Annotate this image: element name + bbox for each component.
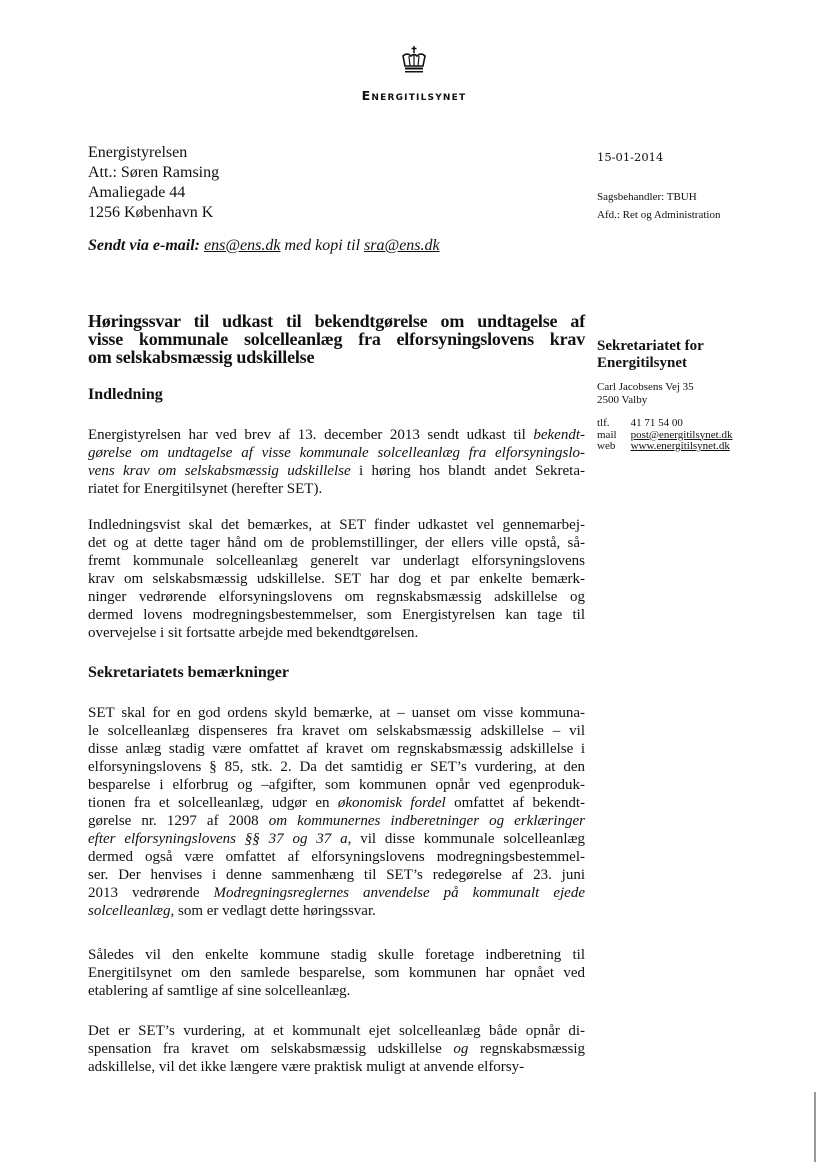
recipient-line: Att.: Søren Ramsing <box>88 164 220 181</box>
italic-text: solcelleanlæg, <box>88 903 175 919</box>
recipient-address <box>88 143 219 223</box>
text-line <box>88 884 585 902</box>
text-line <box>88 776 585 794</box>
sent-label: Sendt via e-mail: <box>88 237 200 254</box>
text: le solcelleanlæg dispenseres fra kravet om selskabsmæssig adskillelse – vil <box>88 723 585 739</box>
recipient-line: 1256 København K <box>88 204 214 221</box>
text: elforsyningslovens § 85, stk. 2. Da det samtidig er SET’s vurdering, at den <box>88 759 585 775</box>
italic-text: efter elforsyningslovens §§ 37 og 37 a <box>88 831 348 847</box>
crown-icon <box>398 44 430 81</box>
title-line: Høringssvar til udkast til bekendtgørelse om undtagelse af <box>88 311 585 331</box>
text-line <box>88 902 585 920</box>
italic-text: om kommunernes indberetninger og erklæringer <box>268 813 585 829</box>
text: disse anlæg stadig være omfattet af kravet om regnskabsmæssig adskillelse i <box>88 741 585 757</box>
mail-link[interactable]: post@energitilsynet.dk <box>630 428 733 441</box>
text: dermed lovens modregningsbestemmelser, som Energistyrelsen kan tage til <box>88 607 585 623</box>
text-line <box>88 758 585 776</box>
title-line: om selskabsmæssig udskillelse <box>88 347 315 367</box>
paragraph <box>88 704 585 920</box>
text-line <box>88 444 585 462</box>
web-link[interactable]: www.energitilsynet.dk <box>630 440 730 452</box>
sent-middle: med kopi til <box>284 237 361 254</box>
text: Det er SET’s vurdering, at et kommunalt ejet solcelleanlæg både opnår di- <box>88 1023 585 1039</box>
text: Energitilsynet om den samlede besparelse, som kommunen har opnået ved <box>88 965 585 981</box>
text: det og at dette tager hånd om de problemstillinger, der ellers ville opstå, så- <box>88 535 585 551</box>
text-line <box>88 570 585 588</box>
italic-text: Modregningsreglernes anvendelse på kommunalt ejede <box>213 885 585 901</box>
sidebar-title-line: Sekretariatet for <box>597 338 704 354</box>
case-handler: Sagsbehandler: TBUH <box>597 191 697 203</box>
text: dermed også være omfattet af elforsyningslovens modregningsbestemmel- <box>88 849 585 865</box>
italic-text: og <box>453 1041 469 1057</box>
text: besparelse i elforbrug og –afgifter, som kommunen opnår ved egenproduk- <box>88 777 585 793</box>
text: i høring hos blandt andet Sekreta- <box>350 463 585 479</box>
paragraph <box>88 946 585 1000</box>
sent-via-line <box>88 237 440 255</box>
cc-email-link[interactable]: sra@ens.dk <box>364 237 440 254</box>
text: spensation fra kravet om selskabsmæssig udskillelse <box>88 1041 454 1057</box>
text: krav om selskabsmæssig udskillelse. SET har dog et par enkelte bemærk- <box>88 571 585 587</box>
text: tionen fra et solcelleanlæg, udgør en <box>88 795 338 811</box>
text-line <box>88 426 585 444</box>
text-line <box>88 704 585 722</box>
text-line <box>88 946 585 964</box>
sidebar-title <box>597 338 704 372</box>
text-line <box>88 1058 585 1076</box>
text-line <box>88 552 585 570</box>
department: Afd.: Ret og Administration <box>597 209 721 221</box>
text: Energistyrelsen har ved brev af 13. december 2013 sendt udkast til <box>88 427 534 443</box>
paragraph <box>88 1022 585 1076</box>
title-line: visse kommunale solcelleanlæg fra elforsyningslovens krav <box>88 329 585 349</box>
text: riatet for Energitilsynet (herefter SET). <box>88 481 323 497</box>
text: Således vil den enkelte kommune stadig skulle foretage indberetning til <box>88 947 585 963</box>
italic-text: økonomisk fordel <box>337 795 446 811</box>
text: omfattet af bekendt- <box>445 795 585 811</box>
sidebar-title-line: Energitilsynet <box>597 355 687 371</box>
address-city: 2500 Valby <box>597 394 648 406</box>
text-line <box>88 534 585 552</box>
text-line <box>88 964 585 982</box>
text: etablering af samtlige af sine solcelleanlæg. <box>88 983 351 999</box>
paragraph <box>88 516 585 642</box>
brand-name: Energitilsynet <box>361 88 467 103</box>
web-label: web <box>597 440 616 452</box>
text: som er vedlagt dette høringssvar. <box>174 903 376 919</box>
italic-text: bekendt- <box>533 427 585 443</box>
text: , vil disse kommunale solcelleanlæg <box>347 831 586 847</box>
text-line <box>88 462 585 480</box>
text-line <box>88 1040 585 1058</box>
text-line <box>88 794 585 812</box>
text: gørelse nr. 1297 af 2008 <box>88 813 269 829</box>
text-line <box>88 516 585 534</box>
text: regnskabsmæssig <box>468 1041 586 1057</box>
sidebar-address <box>597 381 694 407</box>
text-line <box>88 588 585 606</box>
text-line <box>88 480 585 498</box>
heading-intro: Indledning <box>88 386 163 403</box>
text-line <box>88 1022 585 1040</box>
text: adskillelse, vil det ikke længere være praktisk muligt at anvende elforsy- <box>88 1059 525 1075</box>
address-street: Carl Jacobsens Vej 35 <box>597 381 694 393</box>
text-line <box>88 848 585 866</box>
italic-text: gørelse om undtagelse af visse kommunale solcelleanlæg fra elforsyningslo- <box>88 445 585 461</box>
text: overvejelse i sit fortsatte arbejde med bekendtgørelsen. <box>88 625 419 641</box>
recipient-line: Energistyrelsen <box>88 144 188 161</box>
text: 2013 vedrørende <box>88 885 214 901</box>
sidebar-contact <box>597 418 746 453</box>
recipient-line: Amaliegade 44 <box>88 184 186 201</box>
case-meta <box>597 188 720 224</box>
heading-remarks: Sekretariatets bemærkninger <box>88 664 289 681</box>
text-line <box>88 982 585 1000</box>
text-line <box>88 606 585 624</box>
text: Indledningsvist skal det bemærkes, at SET finder udkastet vel gennemarbej- <box>88 517 585 533</box>
scan-artifact-line <box>814 1092 816 1162</box>
text-line <box>88 624 585 642</box>
text-line <box>88 740 585 758</box>
phone-value: 41 71 54 00 <box>630 417 683 429</box>
text-line <box>88 830 585 848</box>
text-line <box>88 812 585 830</box>
letter-date: 15-01-2014 <box>597 150 664 164</box>
phone-label: tlf. <box>597 417 610 429</box>
text: ser. Der henvises i denne sammenhæng til SET’s redegørelse af 23. juni <box>88 867 585 883</box>
email-link[interactable]: ens@ens.dk <box>203 237 281 254</box>
text-line <box>88 866 585 884</box>
paragraph <box>88 426 585 498</box>
text: SET skal for en god ordens skyld bemærke, at – uanset om visse kommuna- <box>88 705 585 721</box>
text: ninger vedrørende elforsyningslovens om regnskabsmæssig adskillelse og <box>88 589 585 605</box>
mail-label: mail <box>597 428 617 441</box>
text: fremt kommunale solcelleanlæg generelt var underlagt elforsyningslovens <box>88 553 585 569</box>
text-line <box>88 722 585 740</box>
italic-text: vens krav om selskabsmæssig udskillelse <box>88 463 351 479</box>
document-title <box>88 312 585 366</box>
